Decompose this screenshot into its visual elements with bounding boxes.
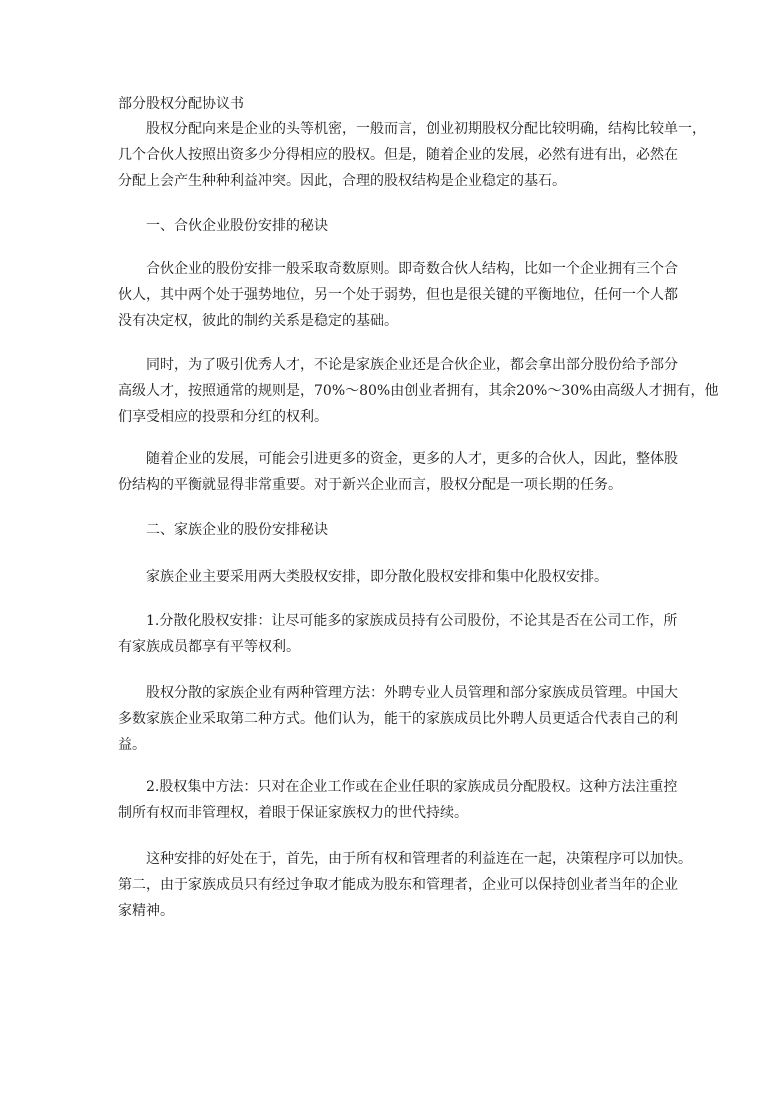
text-line: 第二，由于家族成员只有经过争取才能成为股东和管理者，企业可以保持创业者当年的企业	[118, 877, 678, 893]
text-line: 高级人才，按照通常的规则是，70%～80%由创业者拥有，其余20%～30%由高级人才拥有，他	[118, 383, 719, 399]
intro-paragraph	[118, 116, 706, 194]
text-line: 1.分散化股权安排：让尽可能多的家族成员持有公司股份，不论其是否在公司工作，所	[146, 613, 678, 629]
text-line: 份结构的平衡就显得非常重要。对于新兴企业而言，股权分配是一项长期的任务。	[118, 477, 622, 493]
text-line: 这种安排的好处在于，首先，由于所有权和管理者的利益连在一起，决策程序可以加快。	[146, 851, 692, 867]
body-paragraph	[118, 680, 678, 758]
text-line: 几个合伙人按照出资多少分得相应的股权。但是，随着企业的发展，必然有进有出，必然在	[118, 147, 678, 163]
text-line: 们享受相应的投票和分红的权利。	[118, 409, 328, 425]
body-paragraph	[118, 846, 692, 924]
text-line: 多数家族企业采取第二种方式。他们认为，能干的家族成员比外聘人员更适合代表自己的利	[118, 711, 678, 727]
text-line: 合伙企业的股份安排一般采取奇数原则。即奇数合伙人结构，比如一个企业拥有三个合	[146, 261, 678, 277]
text-line: 家精神。	[118, 903, 174, 919]
text-line: 没有决定权，彼此的制约关系是稳定的基础。	[118, 313, 398, 329]
text-line: 股权分散的家族企业有两种管理方法：外聘专业人员管理和部分家族成员管理。中国大	[146, 685, 678, 701]
text-line: 伙人，其中两个处于强势地位，另一个处于弱势，但也是很关键的平衡地位，任何一个人都	[118, 287, 678, 303]
text-line: 家族企业主要采用两大类股权安排，即分散化股权安排和集中化股权安排。	[146, 569, 608, 585]
body-paragraph	[118, 352, 719, 430]
body-paragraph	[118, 774, 678, 826]
text-line: 有家族成员都享有平等权利。	[118, 639, 300, 655]
body-paragraph	[118, 608, 678, 660]
body-paragraph	[118, 256, 678, 334]
text-line: 制所有权而非管理权，着眼于保证家族权力的世代持续。	[118, 805, 468, 821]
section-heading: 二、家族企业的股份安排秘诀	[146, 522, 328, 538]
text-line: 益。	[118, 737, 146, 753]
document-title: 部分股权分配协议书	[118, 96, 244, 112]
text-line: 同时，为了吸引优秀人才，不论是家族企业还是合伙企业，都会拿出部分股份给予部分	[146, 357, 678, 373]
text-line: 股权分配向来是企业的头等机密，一般而言，创业初期股权分配比较明确，结构比较单一，	[146, 121, 706, 137]
body-paragraph	[118, 564, 666, 590]
text-line: 分配上会产生种种利益冲突。因此，合理的股权结构是企业稳定的基石。	[118, 173, 566, 189]
text-line: 随着企业的发展，可能会引进更多的资金，更多的人才，更多的合伙人，因此，整体股	[146, 451, 678, 467]
section-heading: 一、合伙企业股份安排的秘诀	[146, 218, 328, 234]
body-paragraph	[118, 446, 678, 498]
text-line: 2.股权集中方法：只对在企业工作或在企业任职的家族成员分配股权。这种方法注重控	[146, 779, 678, 795]
